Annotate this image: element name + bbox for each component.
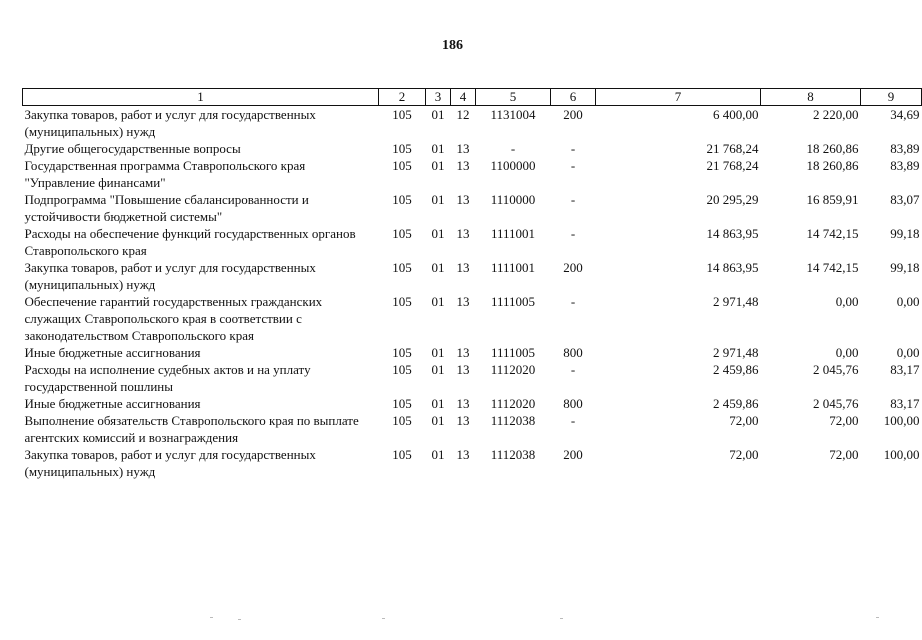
row-code-target: 1112020	[490, 362, 536, 377]
scan-artifact	[560, 618, 563, 619]
row-amount-planned: 2 459,86	[713, 362, 759, 377]
row-code-expense-type: -	[570, 362, 576, 377]
table-row	[23, 259, 922, 293]
table-row	[23, 446, 922, 480]
table-row	[23, 344, 922, 361]
row-code-ministry: 105	[392, 107, 412, 122]
row-percent-executed: 34,69	[890, 107, 920, 122]
row-code-target: -	[510, 141, 516, 156]
row-amount-planned: 21 768,24	[706, 141, 759, 156]
table-row	[23, 361, 922, 395]
row-description: Обеспечение гарантий государственных гражданских служащих Ставропольского края в соответствии с законодательством Ставропольского края	[24, 294, 323, 343]
row-amount-executed: 2 045,76	[813, 362, 859, 377]
row-amount-planned: 2 459,86	[713, 396, 759, 411]
row-description: Иные бюджетные ассигнования	[24, 396, 201, 411]
column-header-8: 8	[761, 89, 861, 106]
column-header-4: 4	[451, 89, 476, 106]
row-code-section: 01	[431, 447, 445, 462]
scan-artifact	[876, 617, 879, 618]
row-amount-planned: 2 971,48	[713, 294, 759, 309]
row-code-ministry: 105	[392, 396, 412, 411]
row-code-expense-type: 800	[563, 396, 583, 411]
row-code-target: 1100000	[490, 158, 536, 173]
row-code-ministry: 105	[392, 192, 412, 207]
row-code-section: 01	[431, 158, 445, 173]
row-amount-executed: 0,00	[835, 345, 859, 360]
row-code-subsection: 13	[456, 294, 470, 309]
row-description: Расходы на обеспечение функций государственных органов Ставропольского края	[24, 226, 356, 258]
row-code-expense-type: 200	[563, 260, 583, 275]
row-description: Подпрограмма "Повышение сбалансированности и устойчивости бюджетной системы"	[24, 192, 309, 224]
row-code-ministry: 105	[392, 226, 412, 241]
row-code-expense-type: 200	[563, 447, 583, 462]
row-percent-executed: 83,89	[890, 158, 920, 173]
row-amount-executed: 72,00	[829, 447, 859, 462]
row-amount-executed: 18 260,86	[806, 141, 859, 156]
row-code-target: 1111005	[490, 294, 536, 309]
table-row	[23, 106, 922, 141]
table-row	[23, 140, 922, 157]
scan-artifact	[382, 618, 385, 619]
row-code-subsection: 13	[456, 158, 470, 173]
row-amount-executed: 2 220,00	[813, 107, 859, 122]
row-percent-executed: 83,17	[890, 396, 920, 411]
table-row	[23, 191, 922, 225]
row-code-subsection: 13	[456, 260, 470, 275]
row-description: Иные бюджетные ассигнования	[24, 345, 201, 360]
row-code-subsection: 12	[456, 107, 470, 122]
row-code-section: 01	[431, 345, 445, 360]
column-header-9: 9	[861, 89, 922, 106]
row-amount-planned: 14 863,95	[706, 226, 759, 241]
column-header-5: 5	[476, 89, 551, 106]
row-code-expense-type: -	[570, 141, 576, 156]
row-code-ministry: 105	[392, 345, 412, 360]
row-percent-executed: 83,07	[890, 192, 920, 207]
row-description: Закупка товаров, работ и услуг для государственных (муниципальных) нужд	[24, 260, 316, 292]
table-row	[23, 412, 922, 446]
row-percent-executed: 0,00	[896, 345, 920, 360]
row-code-section: 01	[431, 362, 445, 377]
row-amount-executed: 18 260,86	[806, 158, 859, 173]
column-header-7: 7	[596, 89, 761, 106]
row-amount-planned: 20 295,29	[706, 192, 759, 207]
row-description: Расходы на исполнение судебных актов и на уплату государственной пошлины	[24, 362, 311, 394]
row-code-subsection: 13	[456, 447, 470, 462]
row-code-expense-type: -	[570, 294, 576, 309]
row-code-expense-type: -	[570, 158, 576, 173]
row-amount-executed: 72,00	[829, 413, 859, 428]
row-description: Другие общегосударственные вопросы	[24, 141, 241, 156]
table-row	[23, 225, 922, 259]
row-percent-executed: 99,18	[890, 226, 920, 241]
table-row	[23, 157, 922, 191]
row-code-target: 1111001	[490, 226, 536, 241]
row-amount-planned: 72,00	[729, 413, 759, 428]
scan-artifact	[210, 617, 213, 618]
row-code-subsection: 13	[456, 413, 470, 428]
row-code-subsection: 13	[456, 192, 470, 207]
row-code-section: 01	[431, 226, 445, 241]
row-code-ministry: 105	[392, 141, 412, 156]
row-code-expense-type: -	[570, 192, 576, 207]
row-code-ministry: 105	[392, 413, 412, 428]
row-code-subsection: 13	[456, 141, 470, 156]
row-description: Выполнение обязательств Ставропольского края по выплате агентских комиссий и вознаграждения	[24, 413, 359, 445]
row-amount-executed: 0,00	[835, 294, 859, 309]
row-code-target: 1111001	[490, 260, 536, 275]
row-amount-planned: 6 400,00	[713, 107, 759, 122]
row-code-target: 1112038	[490, 413, 536, 428]
row-code-section: 01	[431, 294, 445, 309]
column-number-row	[23, 89, 922, 106]
row-code-section: 01	[431, 107, 445, 122]
row-description: Закупка товаров, работ и услуг для государственных (муниципальных) нужд	[24, 447, 316, 479]
row-description: Государственная программа Ставропольского края "Управление финансами"	[24, 158, 306, 190]
row-code-ministry: 105	[392, 362, 412, 377]
row-code-subsection: 13	[456, 226, 470, 241]
row-code-section: 01	[431, 396, 445, 411]
row-code-ministry: 105	[392, 260, 412, 275]
row-description: Закупка товаров, работ и услуг для государственных (муниципальных) нужд	[24, 107, 316, 139]
scan-artifact	[238, 619, 241, 620]
row-code-expense-type: 800	[563, 345, 583, 360]
row-percent-executed: 0,00	[896, 294, 920, 309]
row-amount-executed: 16 859,91	[806, 192, 859, 207]
row-code-target: 1131004	[490, 107, 536, 122]
row-amount-executed: 2 045,76	[813, 396, 859, 411]
row-code-target: 1112038	[490, 447, 536, 462]
row-code-section: 01	[431, 413, 445, 428]
row-amount-planned: 72,00	[729, 447, 759, 462]
row-code-ministry: 105	[392, 158, 412, 173]
row-code-section: 01	[431, 192, 445, 207]
row-code-expense-type: 200	[563, 107, 583, 122]
page-number: 186	[442, 38, 463, 53]
row-percent-executed: 83,17	[890, 362, 920, 377]
row-code-subsection: 13	[456, 362, 470, 377]
row-code-expense-type: -	[570, 413, 576, 428]
row-code-section: 01	[431, 141, 445, 156]
row-percent-executed: 83,89	[890, 141, 920, 156]
row-code-ministry: 105	[392, 447, 412, 462]
row-percent-executed: 100,00	[883, 413, 920, 428]
row-percent-executed: 100,00	[883, 447, 920, 462]
row-amount-planned: 2 971,48	[713, 345, 759, 360]
row-code-expense-type: -	[570, 226, 576, 241]
table-body	[23, 106, 922, 481]
row-amount-executed: 14 742,15	[806, 226, 859, 241]
row-amount-planned: 21 768,24	[706, 158, 759, 173]
column-header-3: 3	[426, 89, 451, 106]
column-header-2: 2	[379, 89, 426, 106]
row-code-target: 1112020	[490, 396, 536, 411]
row-code-target: 1111005	[490, 345, 536, 360]
row-amount-planned: 14 863,95	[706, 260, 759, 275]
row-code-ministry: 105	[392, 294, 412, 309]
row-code-subsection: 13	[456, 345, 470, 360]
table-row	[23, 395, 922, 412]
budget-table	[22, 88, 922, 480]
row-amount-executed: 14 742,15	[806, 260, 859, 275]
row-code-section: 01	[431, 260, 445, 275]
row-code-target: 1110000	[490, 192, 536, 207]
column-header-6: 6	[551, 89, 596, 106]
row-percent-executed: 99,18	[890, 260, 920, 275]
column-header-1: 1	[23, 89, 379, 106]
table-row	[23, 293, 922, 344]
row-code-subsection: 13	[456, 396, 470, 411]
